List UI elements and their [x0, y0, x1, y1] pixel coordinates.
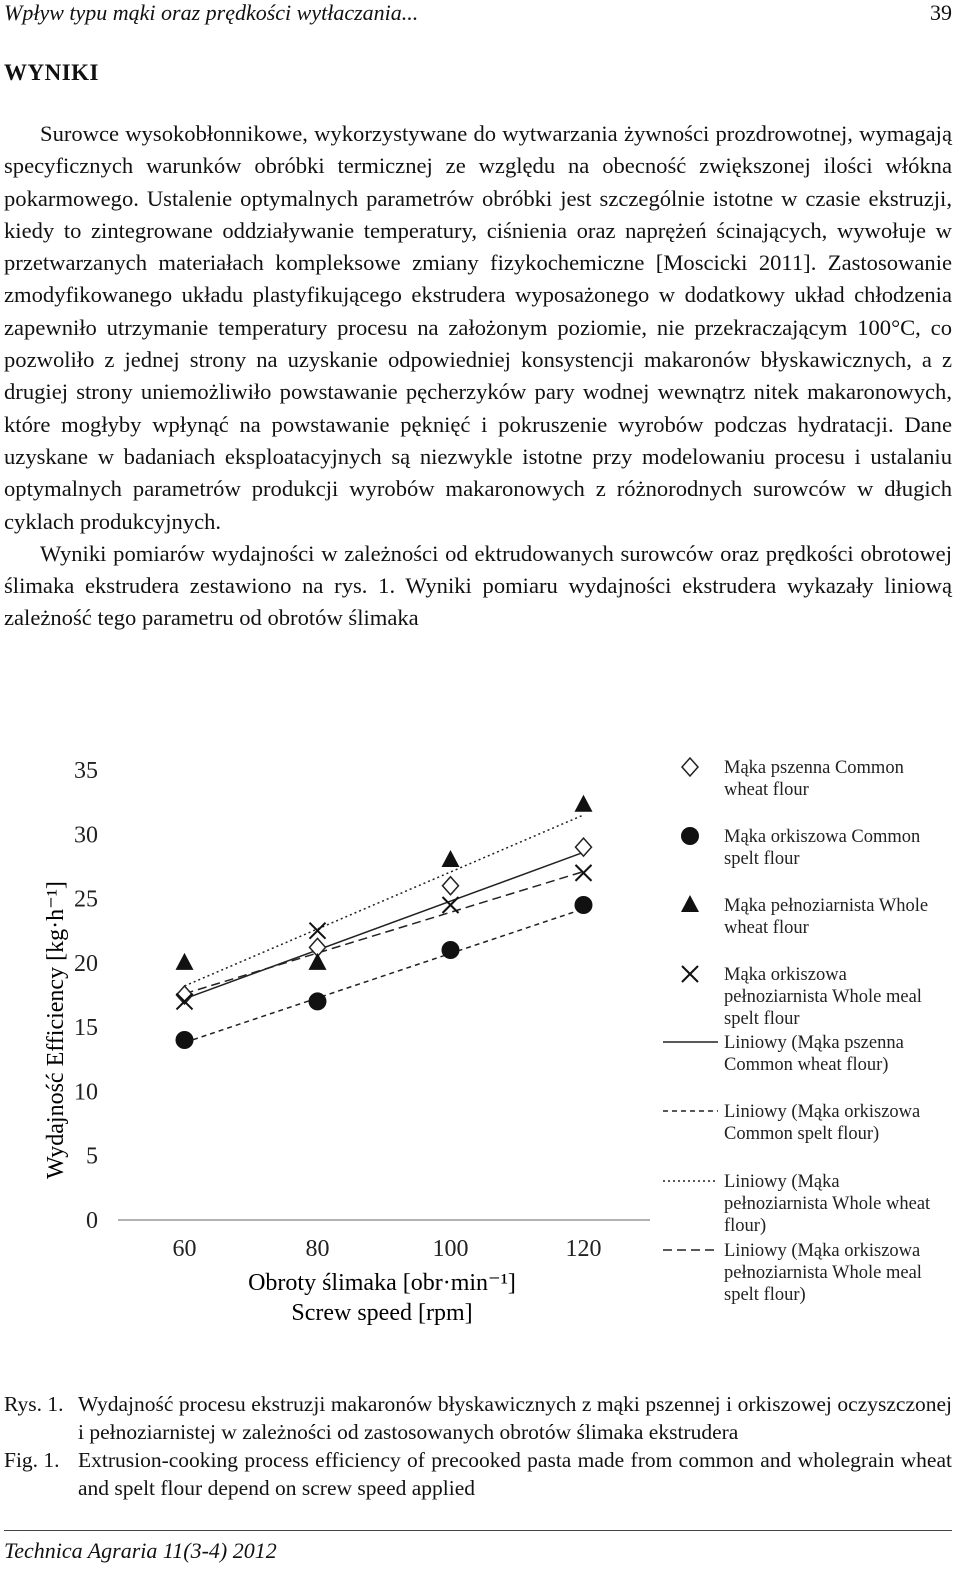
x-tick-label: 120 — [565, 1236, 602, 1262]
x-tick-label: 80 — [305, 1236, 330, 1262]
legend-label: Liniowy (Mąka orkiszowa — [724, 1102, 921, 1122]
y-tick-label: 5 — [86, 1143, 98, 1170]
data-point — [443, 877, 459, 895]
data-point — [176, 1031, 194, 1049]
legend-label: flour) — [724, 1216, 767, 1236]
legend-label: Mąka orkiszowa — [724, 965, 847, 985]
running-title: Wpływ typu mąki oraz prędkości wytłaczania... — [4, 0, 419, 25]
legend-label: Liniowy (Mąka orkiszowa — [724, 1241, 921, 1261]
paragraph: Wyniki pomiarów wydajności w zależności od ektrudowanych surowców oraz prędkości obrotowej ślimaka ekstrudera zestawiono na rys. 1. Wyniki pomiaru wydajności ekstrudera wykazały liniową zależność tego parametru od obrotów ślimaka — [4, 540, 952, 631]
data-point — [575, 795, 593, 812]
y-tick-label: 35 — [74, 758, 98, 784]
y-tick-label: 20 — [74, 950, 98, 977]
legend-marker — [682, 966, 698, 982]
legend-label: pełnoziarnista Whole meal — [724, 987, 922, 1007]
legend-label: Common wheat flour) — [724, 1055, 889, 1075]
caption-label: Fig. 1. — [4, 1448, 60, 1472]
caption-text: Extrusion-cooking process efficiency of precooked pasta made from common and wholegrain wheat and spelt flour depend on screw speed applied — [78, 1448, 952, 1500]
y-tick-label: 10 — [74, 1079, 98, 1106]
legend-label: spelt flour — [724, 1009, 800, 1029]
y-axis-label: Wydajność Efficiency [kg·h⁻¹] — [43, 881, 69, 1179]
trendline — [185, 852, 584, 999]
y-tick-label: 0 — [86, 1208, 98, 1234]
legend-label: pełnoziarnista Whole wheat — [724, 1194, 931, 1214]
legend-label: spelt flour) — [724, 1285, 806, 1305]
legend-label: pełnoziarnista Whole meal — [724, 1263, 922, 1283]
caption-label: Rys. 1. — [4, 1392, 64, 1416]
x-tick-label: 100 — [432, 1236, 469, 1262]
footer-rule — [4, 1530, 952, 1531]
running-header — [4, 0, 952, 28]
y-tick-label: 15 — [74, 1015, 98, 1042]
data-point — [309, 992, 327, 1010]
data-point — [443, 897, 459, 913]
x-tick-label: 60 — [172, 1236, 197, 1262]
data-point — [176, 953, 194, 970]
legend-label: Common spelt flour) — [724, 1124, 880, 1144]
legend-label: wheat flour — [724, 918, 809, 938]
page-number: 39 — [930, 0, 952, 25]
data-point — [576, 838, 592, 856]
figure — [0, 740, 960, 1360]
journal-footer: Technica Agraria 11(3-4) 2012 — [4, 1538, 277, 1563]
trendline — [185, 815, 584, 986]
caption-pl — [4, 1390, 952, 1448]
legend-marker — [681, 895, 699, 912]
legend-label: wheat flour — [724, 780, 809, 800]
caption-en — [4, 1446, 952, 1504]
legend-label: Mąka orkiszowa Common — [724, 827, 921, 847]
x-axis-label-en: Screw speed [rpm] — [291, 1300, 473, 1326]
paragraph: Surowce wysokobłonnikowe, wykorzystywane do wytwarzania żywności prozdrowotnej, wymagają specyficznych warunków obróbki termicznej ze względu na obecność zwiększonej ilości włókna pokarmowego. Ustalenie optymalnych parametrów obróbki jest szczególnie istotne w czasie ekstruzji, kiedy to zintegrowane oddziaływanie temperatury, ciśnienia oraz naprężeń ścinających, wywołuje w przetwarzanych materiałach kompleksowe zmiany fizykochemiczne [Moscicki 2011]. Zastosowanie zmodyfikowanego układu plastyfikującego ekstrudera wyposażonego w dodatkowy układ chłodzenia zapewniło utrzymanie temperatury procesu na założonym poziomie, nie przekraczającym 100°C, co pozwoliło z jednej strony na uzyskanie odpowiedniej konsystencji makaronów błyskawicznych, a z drugiej strony uniemożliwiło powstawanie pęcherzyków pary wodnej wewnątrz nitek makaronowych, które mogłyby wpłynąć na powstawanie pęknięć i pokruszenie wyrobów podczas hydratacji. Dane uzyskane w badaniach eksploatacyjnych są niezwykle istotne przy modelowaniu procesu i ustalaniu optymalnych parametrów produkcji wyrobów makaronowych z różnorodnych surowców w długich cyklach produkcyjnych. — [4, 121, 952, 534]
data-point — [442, 941, 460, 959]
legend-label: Mąka pszenna Common — [724, 758, 904, 778]
data-point — [310, 923, 326, 939]
caption-text: Wydajność procesu ekstruzji makaronów błyskawicznych z mąki pszennej i orkiszowej oczyszczonej i pełnoziarnistej w zależności od zastosowanych obrotów ślimaka ekstrudera — [78, 1392, 952, 1444]
body-text — [4, 118, 952, 635]
legend-label: Liniowy (Mąka — [724, 1172, 840, 1192]
section-heading: WYNIKI — [4, 60, 100, 85]
y-tick-label: 25 — [74, 886, 98, 913]
x-axis-label: Obroty ślimaka [obr·min⁻¹] — [248, 1270, 516, 1296]
legend-label: spelt flour — [724, 849, 800, 869]
legend-label: Mąka pełnoziarnista Whole — [724, 896, 929, 916]
data-point — [575, 896, 593, 914]
y-tick-label: 30 — [74, 822, 98, 849]
efficiency-chart — [0, 740, 960, 1360]
legend-label: Liniowy (Mąka pszenna — [724, 1033, 904, 1053]
legend-marker — [682, 758, 698, 776]
legend-marker — [681, 827, 699, 845]
data-point — [442, 850, 460, 867]
